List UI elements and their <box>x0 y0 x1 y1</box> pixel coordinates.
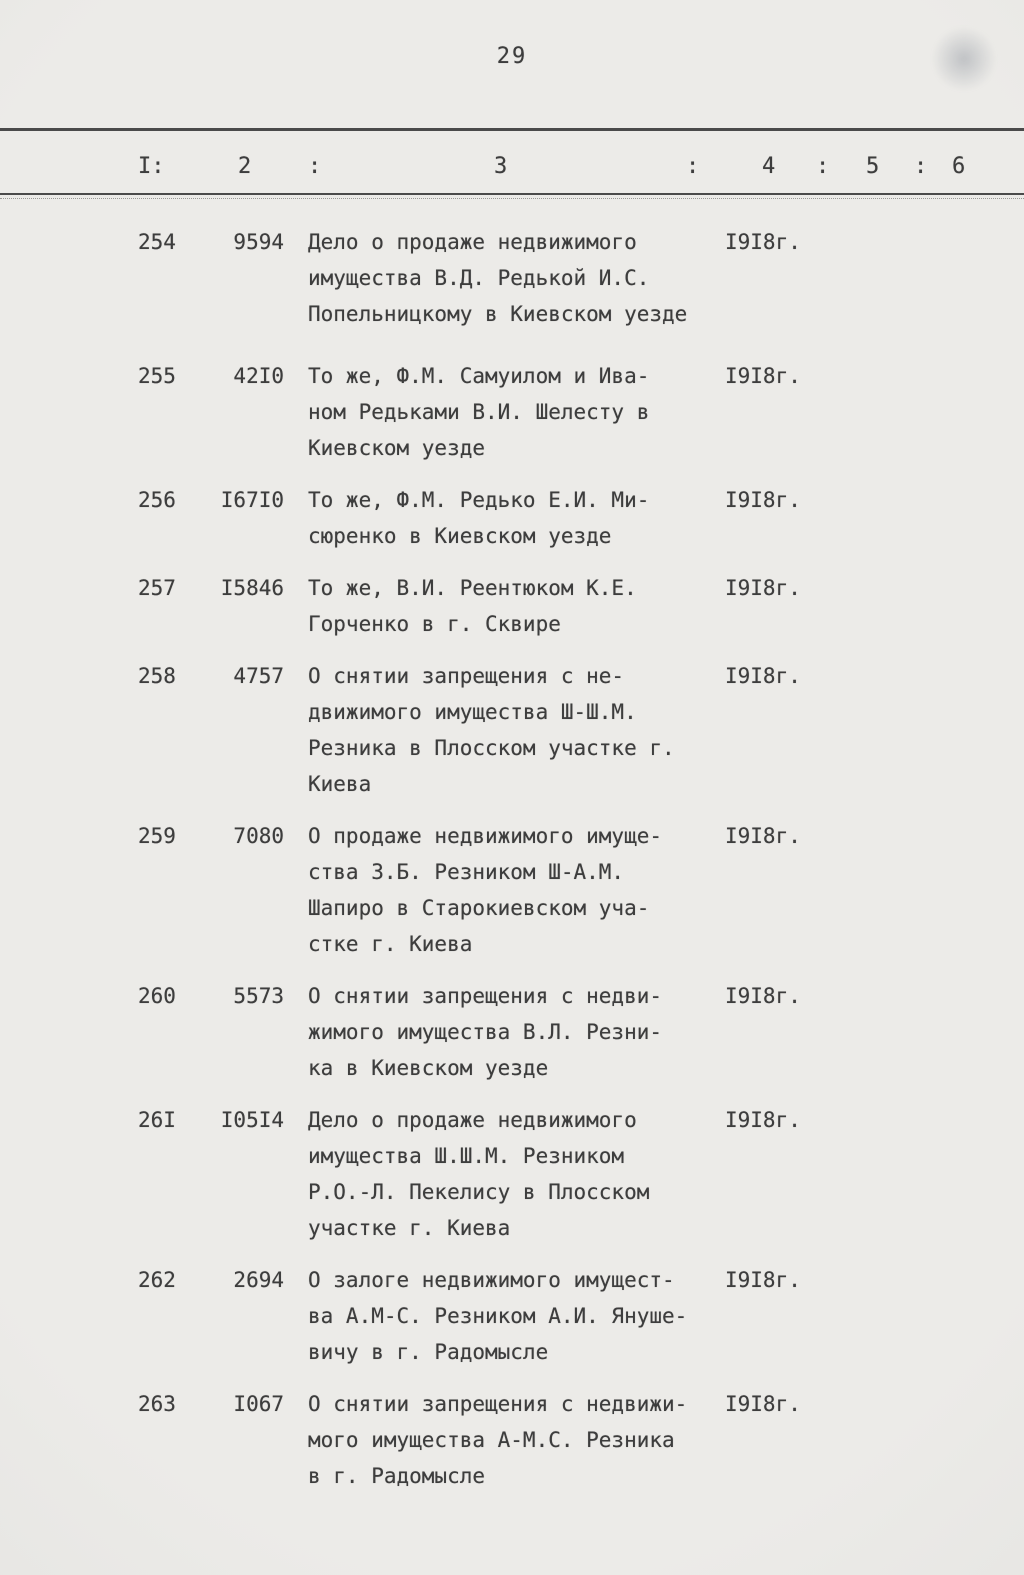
entry-year: I9I8г. <box>725 230 801 254</box>
table-row <box>0 482 1024 554</box>
table-row <box>0 358 1024 466</box>
file-number: I5846 <box>220 576 284 600</box>
entry-year: I9I8г. <box>725 488 801 512</box>
description-line: Киевском уезде <box>308 436 486 460</box>
file-number: 4757 <box>233 664 284 688</box>
entry-year: I9I8г. <box>725 1108 801 1132</box>
description-line: То же, Ф.М. Редько Е.И. Ми- <box>308 488 650 512</box>
file-number: 2694 <box>233 1268 284 1292</box>
table-rule-top <box>0 128 1024 131</box>
entry-description <box>308 818 723 962</box>
table-row <box>0 1386 1024 1494</box>
table-row <box>0 1262 1024 1370</box>
entry-description <box>308 978 723 1086</box>
table-row <box>0 1102 1024 1246</box>
entry-description <box>308 658 723 802</box>
description-line: имущества Ш.Ш.М. Резником <box>308 1144 625 1168</box>
file-number: 7080 <box>233 824 284 848</box>
description-line: ства З.Б. Резником Ш-А.М. <box>308 860 625 884</box>
scan-smudge <box>932 26 996 92</box>
entry-description <box>308 358 723 466</box>
entry-number: 254 <box>138 230 176 254</box>
description-line: в г. Радомысле <box>308 1464 486 1488</box>
column-separator: : <box>308 154 322 179</box>
file-number: I067 <box>233 1392 284 1416</box>
description-line: О продаже недвижимого имуще- <box>308 824 663 848</box>
entry-year: I9I8г. <box>725 1392 801 1416</box>
file-number: 9594 <box>233 230 284 254</box>
entry-number: 258 <box>138 664 176 688</box>
entry-year: I9I8г. <box>725 824 801 848</box>
description-line: сюренко в Киевском уезде <box>308 524 612 548</box>
page-number: 29 <box>496 44 528 69</box>
entry-description <box>308 1102 723 1246</box>
file-number: I67I0 <box>220 488 284 512</box>
entry-description <box>308 224 723 332</box>
description-line: участке г. Киева <box>308 1216 511 1240</box>
column-header-5: 5 <box>866 154 880 179</box>
table-row <box>0 570 1024 642</box>
description-line: мого имущества А-М.С. Резника <box>308 1428 675 1452</box>
entry-year: I9I8г. <box>725 576 801 600</box>
description-line: Дело о продаже недвижимого <box>308 230 637 254</box>
description-line: Р.О.-Л. Пекелису в Плосском <box>308 1180 650 1204</box>
file-number: 42I0 <box>233 364 284 388</box>
description-line: Резника в Плосском участке г. <box>308 736 675 760</box>
description-line: движимого имущества Ш-Ш.М. <box>308 700 637 724</box>
description-line: Шапиро в Старокиевском уча- <box>308 896 650 920</box>
entry-number: 260 <box>138 984 176 1008</box>
entry-year: I9I8г. <box>725 664 801 688</box>
description-line: стке г. Киева <box>308 932 473 956</box>
entry-number: 26I <box>138 1108 176 1132</box>
description-line: О залоге недвижимого имущест- <box>308 1268 675 1292</box>
column-separator: : <box>686 154 700 179</box>
description-line: имущества В.Д. Редькой И.С. <box>308 266 650 290</box>
table-row <box>0 658 1024 802</box>
description-line: Горченко в г. Сквире <box>308 612 561 636</box>
entry-number: 257 <box>138 576 176 600</box>
table-row <box>0 224 1024 332</box>
description-line: жимого имущества В.Л. Резни- <box>308 1020 663 1044</box>
description-line: О снятии запрещения с не- <box>308 664 625 688</box>
description-line: Киева <box>308 772 372 796</box>
column-separator: : <box>914 154 928 179</box>
description-line: вичу в г. Радомысле <box>308 1340 549 1364</box>
entry-year: I9I8г. <box>725 984 801 1008</box>
description-line: Дело о продаже недвижимого <box>308 1108 637 1132</box>
entry-year: I9I8г. <box>725 1268 801 1292</box>
entry-description <box>308 482 723 554</box>
column-header-1: I: <box>138 154 165 179</box>
description-line: То же, В.И. Реентюком К.Е. <box>308 576 637 600</box>
entry-number: 263 <box>138 1392 176 1416</box>
entry-description <box>308 570 723 642</box>
entry-number: 262 <box>138 1268 176 1292</box>
column-separator: : <box>816 154 830 179</box>
column-header-row <box>0 148 1024 192</box>
column-header-6: 6 <box>952 154 966 179</box>
description-line: О снятии запрещения с недвижи- <box>308 1392 688 1416</box>
entry-number: 256 <box>138 488 176 512</box>
file-number: 5573 <box>233 984 284 1008</box>
column-header-4: 4 <box>762 154 776 179</box>
table-row <box>0 818 1024 962</box>
description-line: Попельницкому в Киевском уезде <box>308 302 688 326</box>
column-header-2: 2 <box>238 154 252 179</box>
entry-number: 259 <box>138 824 176 848</box>
description-line: ка в Киевском уезде <box>308 1056 549 1080</box>
description-line: ном Редьками В.И. Шелесту в <box>308 400 650 424</box>
entry-number: 255 <box>138 364 176 388</box>
description-line: То же, Ф.М. Самуилом и Ива- <box>308 364 650 388</box>
table-row <box>0 978 1024 1086</box>
description-line: ва А.М-С. Резником А.И. Януше- <box>308 1304 688 1328</box>
file-number: I05I4 <box>220 1108 284 1132</box>
table-rule-bottom <box>0 193 1024 195</box>
entry-description <box>308 1386 723 1494</box>
entries <box>0 224 1024 1510</box>
entry-year: I9I8г. <box>725 364 801 388</box>
description-line: О снятии запрещения с недви- <box>308 984 663 1008</box>
entry-description <box>308 1262 723 1370</box>
column-header-3: 3 <box>494 154 508 179</box>
